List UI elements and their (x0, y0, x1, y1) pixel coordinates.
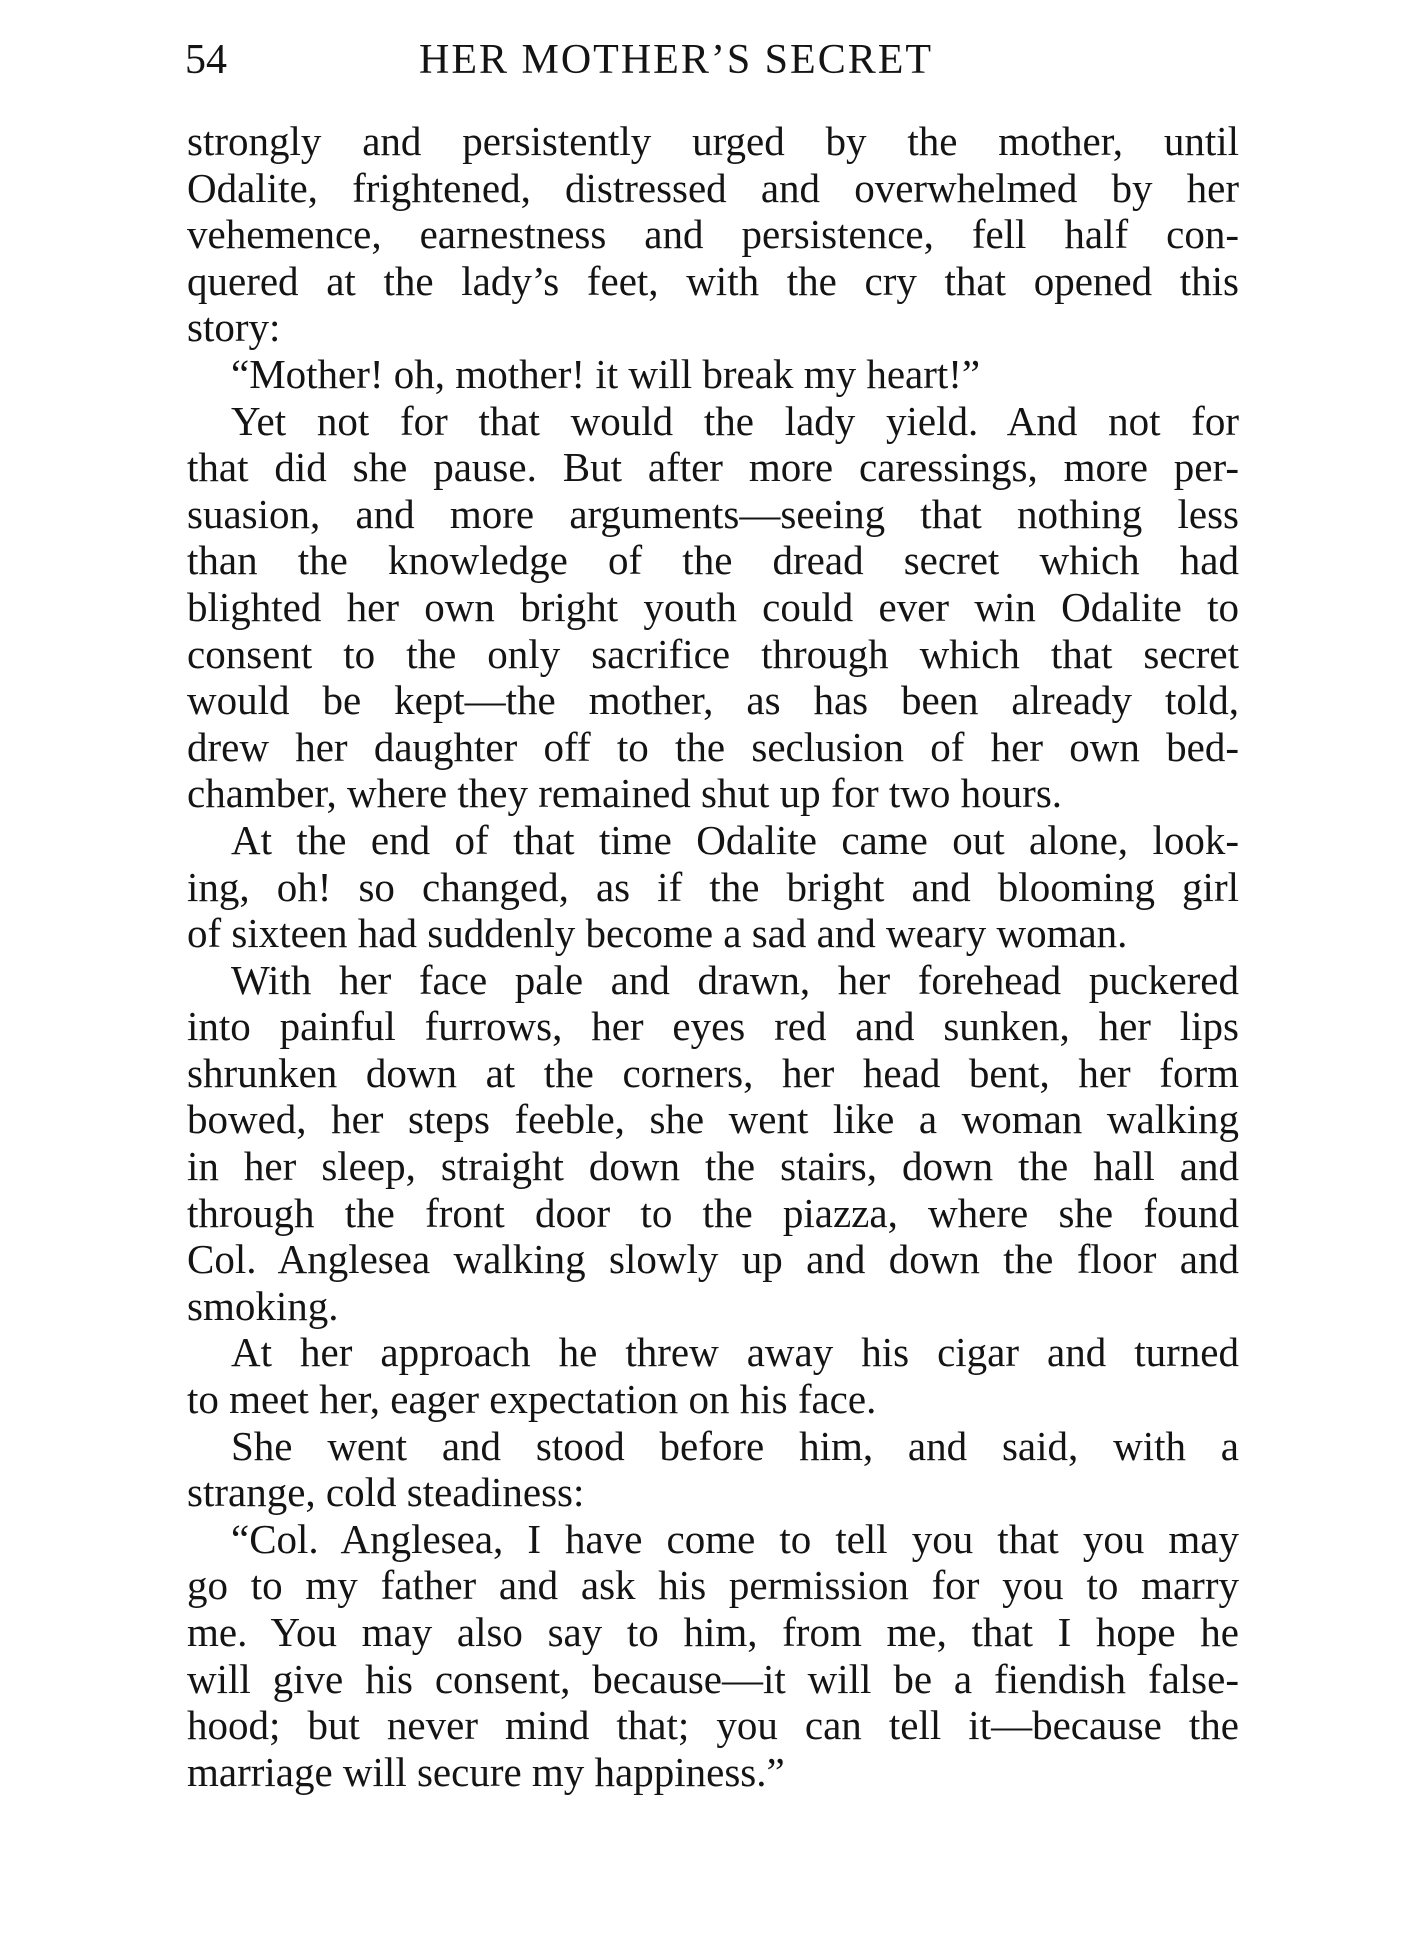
text-line: shrunken down at the corners, her head bent, her form (187, 1049, 1239, 1096)
page-number: 54 (185, 37, 227, 83)
text-line: of sixteen had suddenly become a sad and weary woman. (187, 910, 1128, 957)
text-line: suasion, and more arguments—seeing that nothing less (187, 490, 1239, 537)
text-line: that did she pause. But after more caressings, more per- (187, 444, 1239, 491)
text-line: She went and stood before him, and said, with a (231, 1422, 1239, 1469)
running-head (185, 30, 1240, 90)
text-line: With her face pale and drawn, her forehead puckered (231, 956, 1239, 1003)
text-line: vehemence, earnestness and persistence, fell half con- (187, 211, 1239, 258)
text-line: in her sleep, straight down the stairs, down the hall and (187, 1143, 1239, 1190)
text-line: story: (187, 304, 281, 351)
text-line: smoking. (187, 1282, 339, 1329)
text-line: blighted her own bright youth could ever win Odalite to (187, 583, 1239, 630)
text-line: strongly and persistently urged by the mother, until (187, 118, 1239, 164)
text-line: hood; but never mind that; you can tell it—because the (187, 1702, 1239, 1749)
text-line: Odalite, frightened, distressed and overwhelmed by her (187, 164, 1239, 211)
text-line: marriage will secure my happiness.” (187, 1748, 785, 1795)
text-line: quered at the lady’s feet, with the cry that opened this (187, 257, 1239, 304)
text-line: “Mother! oh, mother! it will break my heart!” (231, 350, 981, 397)
text-line: Yet not for that would the lady yield. And not for (231, 397, 1239, 444)
text-line: will give his consent, because—it will be a fiendish false- (187, 1655, 1239, 1702)
text-line: bowed, her steps feeble, she went like a woman walking (187, 1096, 1239, 1143)
text-line: Col. Anglesea walking slowly up and down the floor and (187, 1236, 1239, 1283)
text-line: into painful furrows, her eyes red and sunken, her lips (187, 1003, 1239, 1050)
text-line: me. You may also say to him, from me, that I hope he (187, 1609, 1239, 1655)
text-line: ing, oh! so changed, as if the bright and blooming girl (187, 863, 1239, 910)
text-line: strange, cold steadiness: (187, 1469, 585, 1516)
text-line: go to my father and ask his permission for you to marry (187, 1562, 1239, 1609)
text-line: would be kept—the mother, as has been already told, (187, 677, 1239, 724)
text-line: chamber, where they remained shut up for two hours. (187, 770, 1063, 817)
text-line: through the front door to the piazza, where she found (187, 1189, 1239, 1236)
text-line: to meet her, eager expectation on his face. (187, 1376, 877, 1423)
text-line: than the knowledge of the dread secret which had (187, 537, 1239, 584)
text-line: drew her daughter off to the seclusion of her own bed- (187, 723, 1239, 770)
text-line: At the end of that time Odalite came out alone, look- (231, 816, 1239, 863)
text-line: consent to the only sacrifice through which that secret (187, 630, 1239, 677)
text-line: At her approach he threw away his cigar and turned (231, 1329, 1239, 1376)
body-text (187, 118, 1239, 1795)
text-line: “Col. Anglesea, I have come to tell you that you may (231, 1515, 1239, 1562)
running-title: HER MOTHER’S SECRET (419, 37, 934, 83)
